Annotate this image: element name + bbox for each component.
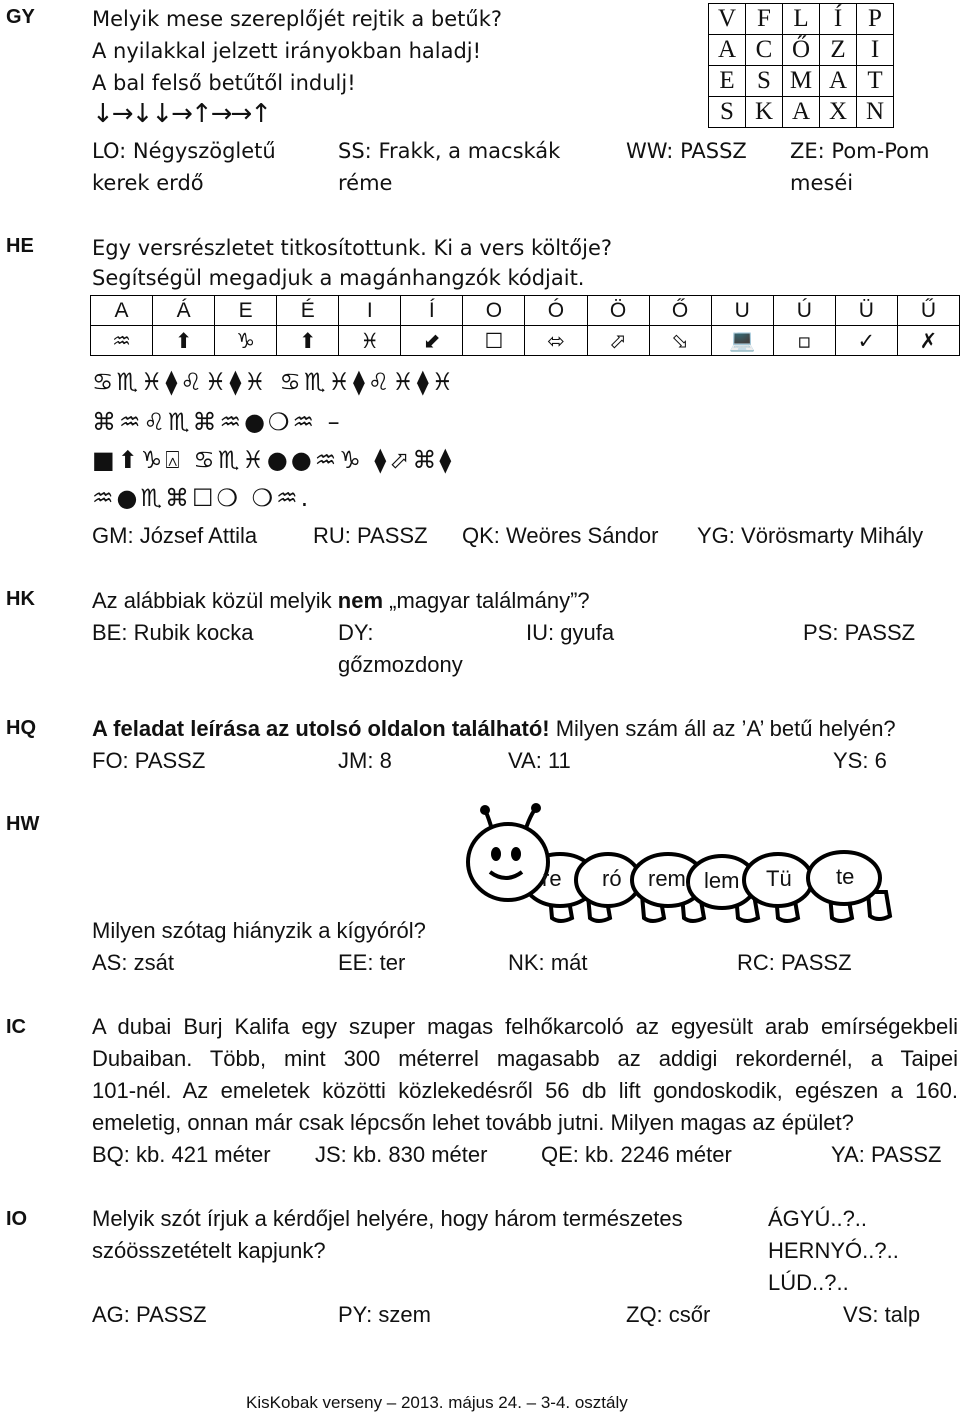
answer-va: VA: 11 — [508, 748, 571, 773]
grid-cell: F — [746, 4, 783, 35]
io-word-3: LÚD..?.. — [768, 1270, 849, 1295]
symbol-cell: ♑ — [215, 326, 277, 356]
caterpillar-illustration — [460, 800, 900, 925]
io-word-2: HERNYÓ..?.. — [768, 1238, 899, 1263]
grid-cell: Ő — [783, 35, 820, 66]
grid-cell: N — [857, 97, 894, 128]
vowel-cell: É — [277, 296, 339, 326]
grid-cell: S — [746, 66, 783, 97]
syllable: Tü — [766, 866, 792, 891]
grid-cell: L — [783, 4, 820, 35]
syllable: te — [836, 864, 855, 889]
grid-cell: I — [857, 35, 894, 66]
answer-be: BE: Rubik kocka — [92, 620, 254, 645]
io-word-1: ÁGYÚ..?.. — [768, 1206, 868, 1231]
ic-text-line-4: emeletig, onnan már csak lépcsőn lehet tovább jutni. Milyen magas az épület? — [92, 1110, 854, 1135]
answer-qk: QK: Weöres Sándor — [462, 523, 659, 548]
vowel-cell: Ó — [525, 296, 587, 326]
grid-cell: V — [709, 4, 746, 35]
hk-question: Az alábbiak közül melyik nem „magyar találmány”? — [92, 588, 590, 613]
symbol-cell: ⬆ — [277, 326, 339, 356]
answer-ss: SS: Frakk, a macskák — [338, 139, 561, 163]
answer-dy: DY: — [338, 620, 374, 645]
cipher-line-4: ♒●♏⌘☐❍ ❍♒. — [92, 484, 312, 512]
answer-zq: ZQ: csőr — [626, 1302, 711, 1327]
vowel-cell: E — [215, 296, 277, 326]
symbol-cell: ▫ — [773, 326, 835, 356]
task-code-ic: IC — [6, 1016, 26, 1038]
answer-ya: YA: PASSZ — [831, 1142, 942, 1167]
symbol-cell: ✓ — [835, 326, 897, 356]
ic-text-line-2: Dubaiban. Több, mint 300 méterrel magasabb az addigi rekordernél, a Taipei — [92, 1046, 958, 1071]
syllable: ró — [602, 866, 622, 891]
symbol-cell: ⬄ — [525, 326, 587, 356]
answer-lo: LO: Négyszögletű — [92, 139, 276, 163]
grid-cell: S — [709, 97, 746, 128]
answer-ze-cont: meséi — [790, 171, 854, 195]
symbol-cell: ⬋ — [401, 326, 463, 356]
answer-bq: BQ: kb. 421 méter — [92, 1142, 271, 1167]
syllable: lem — [704, 868, 740, 893]
gy-question-2: A nyilakkal jelzett irányokban haladj! — [92, 39, 482, 63]
symbol-cell: ☐ — [463, 326, 525, 356]
ic-text-line-3: 101-nél. Az emeletek közötti közlekedésről 56 db lift gondoskodik, egészen a 160. — [92, 1078, 958, 1103]
answer-ru: RU: PASSZ — [313, 523, 428, 548]
vowel-cell: O — [463, 296, 525, 326]
gy-question-1: Melyik mese szereplőjét rejtik a betűk? — [92, 7, 503, 31]
answer-ss-cont: réme — [338, 171, 393, 195]
answer-ww: WW: PASSZ — [626, 139, 747, 163]
answer-yg: YG: Vörösmarty Mihály — [697, 523, 924, 548]
page-footer: KisKobak verseny – 2013. május 24. – 3-4. osztály — [246, 1393, 628, 1412]
answer-nk: NK: mát — [508, 950, 588, 975]
answer-vs: VS: talp — [843, 1302, 921, 1327]
grid-cell: T — [857, 66, 894, 97]
cipher-line-3: ■⬆♑⍓ ♋♏♓●●♒♑ ⧫⬀⌘⧫ — [92, 446, 455, 474]
he-question-2: Segítségül megadjuk a magánhangzók kódjait. — [92, 266, 585, 290]
answer-py: PY: szem — [338, 1302, 431, 1327]
answer-fo: FO: PASSZ — [92, 748, 206, 773]
grid-cell: E — [709, 66, 746, 97]
answer-ze: ZE: Pom-Pom — [790, 139, 930, 163]
vowel-code-table — [90, 295, 960, 356]
vowel-cell: Ő — [649, 296, 711, 326]
symbol-cell: ♓ — [339, 326, 401, 356]
vowel-cell: Ö — [587, 296, 649, 326]
task-code-io: IO — [6, 1208, 28, 1230]
ic-text-line-1: A dubai Burj Kalifa egy szuper magas felhőkarcoló az egyesült arab emírségekbeli — [92, 1014, 958, 1039]
grid-cell: X — [820, 97, 857, 128]
grid-cell: K — [746, 97, 783, 128]
answer-iu: IU: gyufa — [526, 620, 615, 645]
vowel-cell: Ű — [897, 296, 959, 326]
vowel-cell: Ü — [835, 296, 897, 326]
symbol-cell: ♒ — [91, 326, 153, 356]
direction-arrows: ↓→↓↓→↑→→↑ — [92, 99, 271, 129]
hw-question: Milyen szótag hiányzik a kígyóról? — [92, 918, 426, 943]
answer-dy-cont: gőzmozdony — [338, 652, 463, 677]
grid-cell: A — [820, 66, 857, 97]
answer-rc: RC: PASSZ — [737, 950, 852, 975]
gy-question-3: A bal felső betűtől indulj! — [92, 71, 356, 95]
grid-cell: Z — [820, 35, 857, 66]
answer-as: AS: zsát — [92, 950, 174, 975]
answer-ee: EE: ter — [338, 950, 406, 975]
symbol-cell: ⬂ — [649, 326, 711, 356]
answer-ag: AG: PASSZ — [92, 1302, 207, 1327]
answer-gm: GM: József Attila — [92, 523, 258, 548]
io-question-2: szóösszetételt kapjunk? — [92, 1238, 326, 1263]
grid-cell: A — [709, 35, 746, 66]
answer-lo-cont: kerek erdő — [92, 171, 204, 195]
grid-cell: P — [857, 4, 894, 35]
grid-cell: Í — [820, 4, 857, 35]
task-code-hq: HQ — [6, 717, 36, 739]
letter-grid — [708, 3, 894, 128]
symbol-cell: 💻 — [711, 326, 773, 356]
hq-question: A feladat leírása az utolsó oldalon található! Milyen szám áll az ’A’ betű helyén? — [92, 716, 896, 741]
symbol-cell: ✗ — [897, 326, 959, 356]
cipher-line-1: ♋♏♓⧫♌♓⧫♓ ♋♏♓⧫♌♓⧫♓ — [92, 368, 457, 396]
vowel-cell: I — [339, 296, 401, 326]
task-code-gy: GY — [6, 6, 35, 28]
grid-cell: C — [746, 35, 783, 66]
vowel-cell: Á — [153, 296, 215, 326]
answer-ys: YS: 6 — [833, 748, 887, 773]
cipher-line-2: ⌘♒♌♏⌘♒●❍♒ – — [92, 408, 343, 436]
answer-js: JS: kb. 830 méter — [315, 1142, 488, 1167]
answer-ps: PS: PASSZ — [803, 620, 916, 645]
task-code-hw: HW — [6, 813, 40, 835]
syllable: re — [542, 866, 562, 891]
vowel-cell: U — [711, 296, 773, 326]
vowel-cell: A — [91, 296, 153, 326]
task-code-hk: HK — [6, 588, 35, 610]
task-code-he: HE — [6, 235, 34, 257]
grid-cell: M — [783, 66, 820, 97]
vowel-cell: Í — [401, 296, 463, 326]
grid-cell: A — [783, 97, 820, 128]
symbol-cell: ⬀ — [587, 326, 649, 356]
answer-jm: JM: 8 — [338, 748, 392, 773]
vowel-cell: Ú — [773, 296, 835, 326]
syllable: rem. — [648, 866, 692, 891]
symbol-cell: ⬆ — [153, 326, 215, 356]
he-question-1: Egy versrészletet titkosítottunk. Ki a vers költője? — [92, 236, 613, 260]
answer-qe: QE: kb. 2246 méter — [541, 1142, 732, 1167]
io-question-1: Melyik szót írjuk a kérdőjel helyére, hogy három természetes — [92, 1206, 683, 1231]
